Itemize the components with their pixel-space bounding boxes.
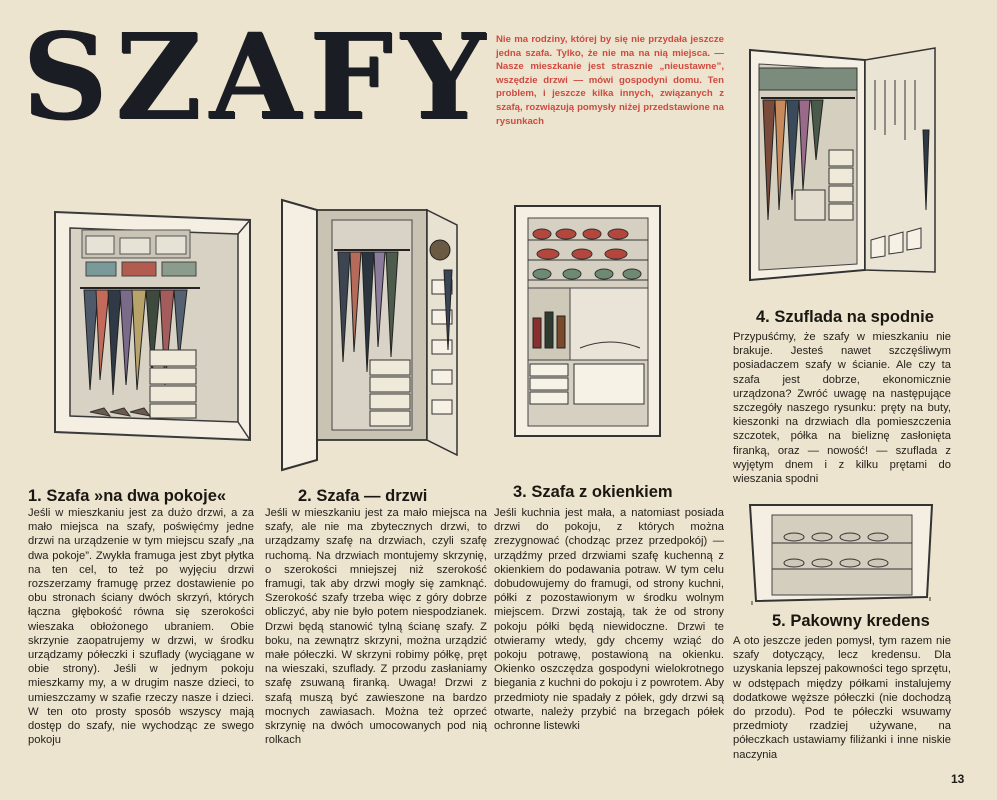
- page-headline: SZAFY: [22, 7, 493, 146]
- section-4-text: Przypuśćmy, że szafy w mieszkaniu nie brakuje. Jesteś nawet szczęśliwym posiadaczem szafy w ścianie. Ale czy ta szafa jest dobrze, ekonomicznie urządzona? Zwróć uwagę na następujące szczegóły naszego rysunku: pręty na buty, kieszonki na drzwiach dla pomieszczenia szczotek, półka na bieliznę zasłonięta firanką, oraz — nowość! — szuflada z wyjętym dnem i z kilku prętami do wieszania spodni: [733, 331, 951, 486]
- page-number: 13: [951, 772, 965, 786]
- illustration-wardrobe-two-rooms: [50, 200, 255, 450]
- section-4-title: 4. Szuflada na spodnie: [756, 308, 934, 326]
- illustration-door-wardrobe: [272, 190, 472, 475]
- section-2-title: 2. Szafa — drzwi: [298, 487, 428, 505]
- section-2-text: Jeśli w mieszkaniu jest za mało miejsca na szafy, ale nie ma zbytecznych drzwi, to urządzamy szafę na drzwiach, czyli szafę ruchomą. Na drzwiach montujemy skrzynię, o szerokości mniejszej niż szerokość framugi, tak aby drzwi mogły się zamknąć. Szerokość szafy trzeba więc z góry dobrze obliczyć, aby nie było potem niespodzianek. Drzwi będą stanowić tylną ścianę szafy. Z boku, na zewnątrz skrzyni, można urządzić małe półeczki. W skrzyni robimy półkę, pręt na wieszaki, szuflady. Z przodu zasłaniamy szafę zsuwaną firanką. Uwaga! Drzwi z szafą muszą być zawieszone na bardzo mocnych zawiasach. Można też oprzeć skrzynię na dwóch umocowanych pod nią rolkach: [265, 507, 487, 747]
- section-1-text: Jeśli w mieszkaniu jest za dużo drzwi, a za mało miejsca na szafy, poświęćmy jedne drzwi na urządzenie w tym miejscu szafy „na dwa pokoje”. Zwykła framuga jest zbyt płytka na ten cel, to też po wyjęciu drzwi rozszerzamy framugę przez dostawienie po obu stronach ściany dwóch skrzyń, których łączna głębokość równa się szerokości wieszaka obłożonego ubraniem. Obie skrzynie zaopatrujemy w drzwi, w środku urządzamy półeczki i szuflady (wyciągane w obie strony). Jeśli w jednym pokoju mieszkamy my, a w drugim nasze dzieci, to umieszczamy w szafie rzeczy nasze i dzieci. W ten oto prosty sposób wszyscy mają dostęp do szafy, nie wychodząc ze swego pokoju: [28, 507, 254, 747]
- section-5-title: 5. Pakowny kredens: [772, 612, 930, 630]
- section-1-title: 1. Szafa »na dwa pokoje«: [28, 487, 227, 505]
- section-3-title: 3. Szafa z okienkiem: [513, 483, 673, 501]
- section-5-text: A oto jeszcze jeden pomysł, tym razem nie szafy dotyczący, lecz kredensu. Dla uzyskania lepszej pakowności tego sprzętu, w odstępach między półkami instalujemy dodatkowe węższe półeczki (nie dochodzą do przodu). Pod te półeczki wsuwamy przedmioty rzadziej używane, na półeczkach ustawiamy filiżanki i inne niskie naczynia: [733, 635, 951, 761]
- illustration-sideboard: [742, 497, 942, 607]
- illustration-kitchen-hatch: [500, 198, 675, 453]
- intro-paragraph: Nie ma rodziny, której by się nie przydała jeszcze jedna szafa. Tylko, że nie ma na nią miejsca. — Nasze mieszkanie jest strasznie „nieustawne”, wszędzie drzwi — mówi gospodyni domu. Ten problem, i jeszcze kilka innych, związanych z szafą, rozwiązują pomysły niżej przedstawione na rysunkach: [496, 34, 724, 127]
- section-3-text: Jeśli kuchnia jest mała, a natomiast posiada drzwi do pokoju, z których można zrezygnować (chodząc przez przedpokój) — urządźmy przed drzwiami szafę kuchenną z okienkiem do podawania potraw. W tym celu dobudowujemy do framugi, od strony kuchni, półki z pozostawionym w środku wolnym miejscem. Drzwi zostają, tak że od strony pokoju półki będą niewidoczne. Drzwi te otwieramy wtedy, gdy chcemy wziąć do pokoju potrawę, postawioną na okienku. Okienko oszczędza gospodyni wielokrotnego biegania z kuchni do pokoju i z powrotem. Aby przedmioty nie spadały z półek, gdy drzwi są otwarte, należy przybić na brzegach półek ochronne listewki: [494, 507, 724, 733]
- illustration-trouser-drawer: [745, 40, 945, 290]
